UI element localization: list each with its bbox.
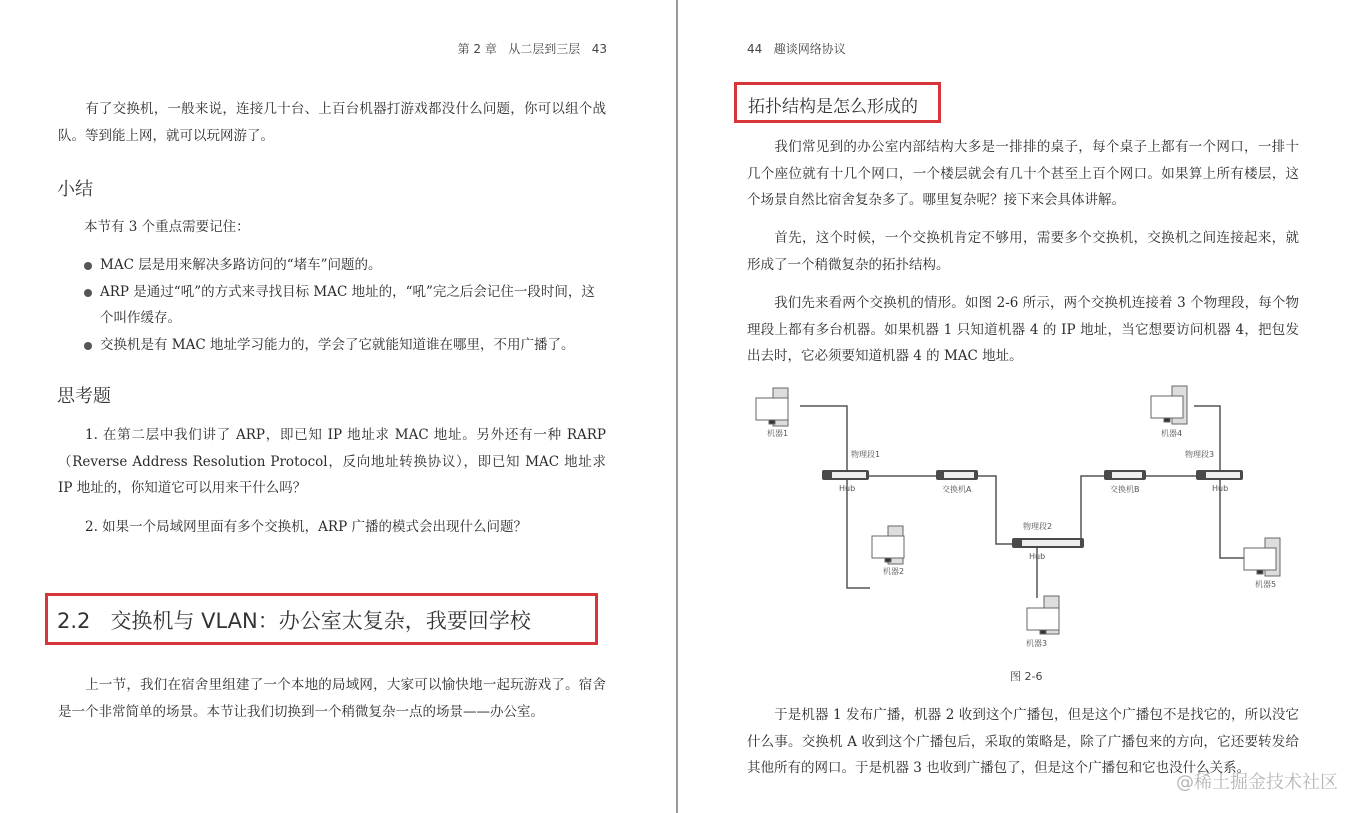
section-title: 交换机与 VLAN：办公室太复杂，我要回学校 — [110, 609, 531, 633]
segment2-label: 物理段2 — [1023, 522, 1053, 531]
question-2 — [58, 514, 606, 541]
body-paragraph-3 — [747, 290, 1299, 370]
section-intro-text: 上一节，我们在宿舍里组建了一个本地的局域网，大家可以愉快地一起玩游戏了。宿舍是一个非常简单的场景。本节让我们切换到一个稍微复杂一点的场景——办公室。 — [58, 677, 606, 720]
bullet-dot-icon — [84, 342, 92, 350]
page-divider — [676, 0, 678, 813]
section-heading — [57, 605, 531, 635]
summary-bullet-list — [84, 252, 608, 358]
summary-lead: 本节有 3 个重点需要记住： — [84, 219, 250, 235]
hub2-label: Hub — [1029, 552, 1046, 561]
section-number: 2.2 — [57, 609, 91, 633]
segment3-label: 物理段3 — [1185, 450, 1215, 459]
computer-icon — [756, 386, 1280, 634]
segment1-label: 物理段1 — [851, 450, 881, 459]
bullet-dot-icon — [84, 262, 92, 270]
summary-bullet — [84, 279, 608, 332]
machine3-label: 机器3 — [1026, 639, 1048, 648]
machine5-label: 机器5 — [1255, 580, 1277, 589]
network-topology-diagram — [740, 378, 1300, 658]
body-paragraph-2-text: 首先，这个时候，一个交换机肯定不够用，需要多个交换机，交换机之间连接起来，就形成了一个稍微复杂的拓扑结构。 — [747, 230, 1299, 273]
switch-a-label: 交换机A — [942, 485, 972, 494]
hub1-label: Hub — [839, 484, 856, 493]
machine2-label: 机器2 — [883, 567, 905, 576]
question-1-text: 1. 在第二层中我们讲了 ARP，即已知 IP 地址求 MAC 地址。另外还有一种 RARP（Reverse Address Resolution Protocol，反向地址转换协议），即已知 MAC 地址求 IP 地址的，你知道它可以用来干什么吗？ — [58, 427, 606, 496]
body-paragraph-2 — [747, 225, 1299, 278]
switch-icon — [936, 470, 1146, 480]
question-1 — [58, 422, 606, 502]
topic-heading: 拓扑结构是怎么形成的 — [748, 97, 918, 117]
left-page — [0, 0, 677, 813]
watermark: @稀土掘金技术社区 — [1176, 772, 1338, 793]
bullet-dot-icon — [84, 289, 92, 297]
question-2-text: 2. 如果一个局域网里面有多个交换机，ARP 广播的模式会出现什么问题？ — [85, 519, 527, 535]
running-head-right: 44 趣谈网络协议 — [747, 42, 846, 56]
summary-bullet — [84, 252, 608, 279]
machine4-label: 机器4 — [1161, 429, 1183, 438]
bullet-text: ARP 是通过“吼”的方式来寻找目标 MAC 地址的，“吼”完之后会记住一段时间，这个叫作缓存。 — [100, 283, 595, 326]
running-head-left: 第 2 章 从二层到三层 43 — [457, 42, 607, 56]
body-paragraph-1 — [747, 134, 1299, 214]
bullet-text: MAC 层是用来解决多路访问的“堵车”问题的。 — [100, 257, 382, 273]
bullet-text: 交换机是有 MAC 地址学习能力的，学会了它就能知道谁在哪里，不用广播了。 — [100, 336, 575, 353]
figure-caption: 图 2-6 — [1010, 670, 1043, 683]
intro-paragraph-text: 有了交换机，一般来说，连接几十台、上百台机器打游戏都没什么问题，你可以组个战队。等到能上网，就可以玩网游了。 — [58, 101, 606, 144]
intro-paragraph — [58, 96, 606, 149]
questions-heading: 思考题 — [57, 386, 111, 407]
summary-bullet — [84, 332, 608, 359]
switch-b-label: 交换机B — [1110, 485, 1140, 494]
body-paragraph-3-text: 我们先来看两个交换机的情形。如图 2-6 所示，两个交换机连接着 3 个物理段，每个物理段上都有多台机器。如果机器 1 只知道机器 4 的 IP 地址，当它想要访问机器 4，把包发出去时，它必须要知道机器 4 的 MAC 地址。 — [747, 295, 1299, 364]
section-intro-paragraph — [58, 672, 606, 725]
body-paragraph-1-text: 我们常见到的办公室内部结构大多是一排排的桌子，每个桌子上都有一个网口，一排十几个座位就有十几个网口，一个楼层就会有几十个甚至上百个网口。如果算上所有楼层，这个场景自然比宿舍复杂多了。哪里复杂呢？接下来会具体讲解。 — [747, 139, 1299, 208]
summary-heading: 小结 — [57, 179, 93, 200]
hub3-label: Hub — [1212, 484, 1229, 493]
machine1-label: 机器1 — [767, 429, 789, 438]
topology-lines — [740, 378, 1300, 658]
after-figure-paragraph-text: 于是机器 1 发布广播，机器 2 收到这个广播包，但是这个广播包不是找它的，所以没它什么事。交换机 A 收到这个广播包后，采取的策略是，除了广播包来的方向，它还要转发给其他所有的网口。于是机器 3 也收到广播包了，但是这个广播包和它也没什么关系。 — [747, 707, 1299, 776]
